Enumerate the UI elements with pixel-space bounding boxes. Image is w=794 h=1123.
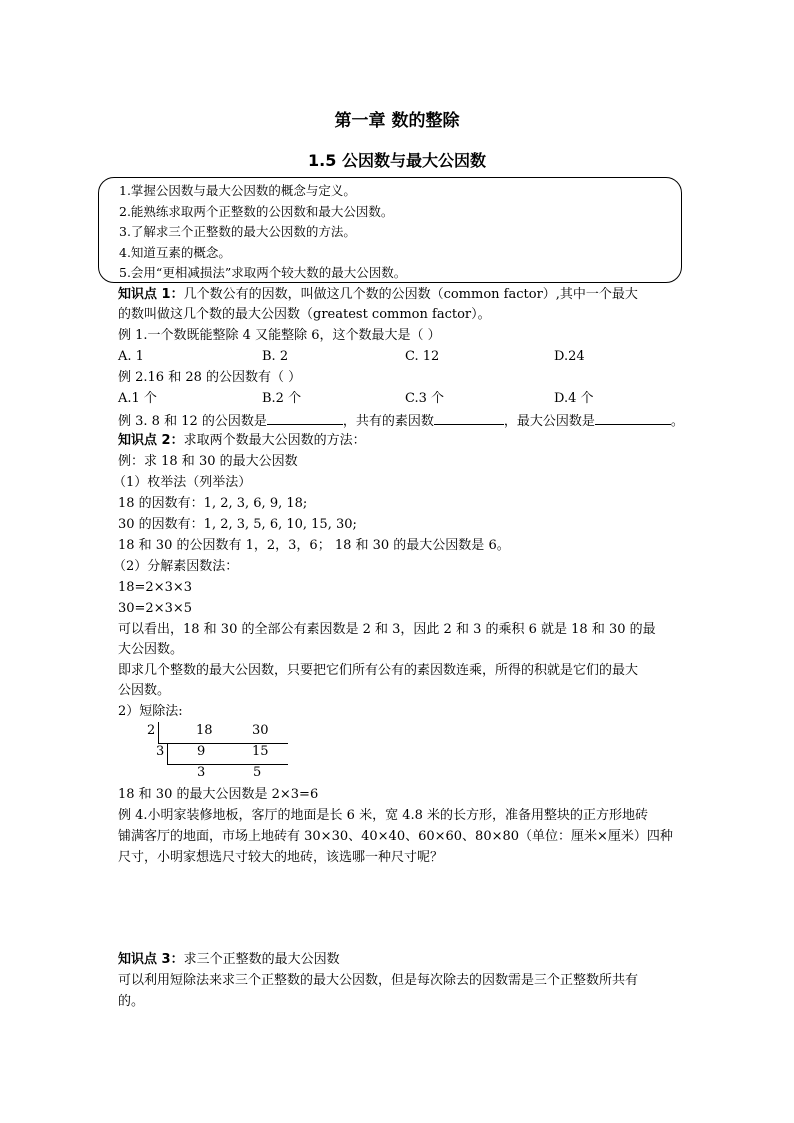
kp1-line2: 的数叫做这几个数的最大公因数（greatest common factor）。 bbox=[118, 307, 491, 322]
ex4-line: 尺寸，小明家想选尺寸较大的地砖，该选哪一种尺寸呢？ bbox=[118, 850, 444, 865]
method1-title: （1）枚举法（列举法） bbox=[113, 475, 252, 490]
objective-item: 2.能熟练求取两个正整数的公因数和最大公因数。 bbox=[119, 203, 394, 219]
ex1-option-c: C. 12 bbox=[405, 349, 440, 364]
explanation-line: 大公因数。 bbox=[118, 642, 184, 657]
ex1-option-b: B. 2 bbox=[262, 349, 289, 364]
division-bracket bbox=[167, 743, 168, 765]
ex1-option-d: D.24 bbox=[554, 349, 585, 364]
ex4-line: 例 4.小明家装修地板，客厅的地面是长 6 米，宽 4.8 米的长方形，准备用整块的正方形地砖 bbox=[118, 808, 649, 823]
factors-30: 30 的因数有：1, 2, 3, 5, 6, 10, 15, 30; bbox=[118, 517, 357, 532]
division-line bbox=[167, 764, 288, 765]
method3-title: 2）短除法: bbox=[118, 704, 183, 719]
ex3-text: ，最大公因数是 bbox=[503, 414, 595, 429]
kp2-example: 例：求 18 和 30 的最大公因数 bbox=[118, 454, 298, 469]
explanation-line: 可以看出，18 和 30 的全部公有素因数是 2 和 3，因此 2 和 3 的乘积 6 就是 18 和 30 的最 bbox=[118, 622, 656, 637]
kp3-text: 求三个正整数的最大公因数 bbox=[183, 952, 340, 967]
explanation-line: 公因数。 bbox=[118, 683, 171, 698]
ex2-option-c: C.3 个 bbox=[405, 391, 445, 406]
objective-item: 4.知道互素的概念。 bbox=[119, 244, 231, 260]
ex3-text: 例 3. 8 和 12 的公因数是 bbox=[118, 414, 267, 429]
factors-18: 18 的因数有：1, 2, 3, 6, 9, 18; bbox=[118, 496, 308, 511]
objective-item: 5.会用“更相减损法”求取两个较大数的最大公因数。 bbox=[119, 265, 407, 280]
kp2-header bbox=[118, 431, 366, 451]
remainder-quotient: 3 bbox=[197, 765, 206, 780]
ex2-option-b: B.2 个 bbox=[262, 391, 302, 406]
kp1-text: 几个数公有的因数，叫做这几个数的公因数（common factor）,其中一个最大 bbox=[183, 287, 638, 302]
learning-objectives-box bbox=[98, 177, 682, 283]
kp2-text: 求取两个数最大公因数的方法： bbox=[183, 433, 366, 448]
kp1-line1 bbox=[118, 285, 638, 305]
ex1-question: 例 1.一个数既能整除 4 又能整除 6，这个数最大是（ ） bbox=[118, 328, 441, 343]
dividend: 30 bbox=[252, 723, 269, 738]
objective-item: 1.掌握公因数与最大公因数的概念与定义。 bbox=[119, 183, 356, 198]
ex2-option-a: A.1 个 bbox=[118, 391, 157, 406]
kp2-label: 知识点 2： bbox=[118, 433, 184, 448]
common-factors: 18 和 30 的公因数有 1，2，3，6； 18 和 30 的最大公因数是 6。 bbox=[118, 538, 510, 553]
kp3-line: 的。 bbox=[118, 994, 145, 1009]
ex1-option-a: A. 1 bbox=[118, 349, 144, 364]
ex3-text: ，共有的素因数 bbox=[342, 414, 434, 429]
divisor: 2 bbox=[147, 723, 156, 738]
prime-30: 30=2×3×5 bbox=[118, 601, 193, 616]
ex2-question: 例 2.16 和 28 的公因数有（ ） bbox=[118, 370, 302, 385]
division-bracket bbox=[158, 722, 159, 744]
gcd-result: 18 和 30 的最大公因数是 2×3=6 bbox=[118, 787, 319, 802]
section-title: 1.5 公因数与最大公因数 bbox=[308, 151, 486, 170]
kp3-label: 知识点 3： bbox=[118, 952, 184, 967]
objective-item: 3.了解求三个正整数的最大公因数的方法。 bbox=[119, 224, 356, 239]
ex3-text: 。 bbox=[670, 414, 684, 429]
ex3-question bbox=[118, 410, 684, 432]
dividend: 18 bbox=[196, 723, 213, 738]
answer-blank[interactable] bbox=[595, 410, 671, 425]
prime-18: 18=2×3×3 bbox=[118, 580, 193, 595]
method2-title: （2）分解素因数法： bbox=[113, 559, 239, 574]
quotient: 9 bbox=[197, 744, 206, 759]
answer-blank[interactable] bbox=[434, 410, 504, 425]
divisor: 3 bbox=[156, 744, 165, 759]
answer-blank[interactable] bbox=[267, 410, 343, 425]
chapter-title: 第一章 数的整除 bbox=[334, 111, 460, 131]
ex2-option-d: D.4 个 bbox=[554, 391, 594, 406]
kp3-line: 可以利用短除法来求三个正整数的最大公因数，但是每次除去的因数需是三个正整数所共有 bbox=[118, 973, 639, 988]
quotient: 15 bbox=[252, 744, 269, 759]
remainder-quotient: 5 bbox=[253, 765, 262, 780]
explanation-line: 即求几个整数的最大公因数，只要把它们所有公有的素因数连乘，所得的积就是它们的最大 bbox=[118, 663, 639, 678]
kp3-header bbox=[118, 950, 340, 970]
kp1-label: 知识点 1： bbox=[118, 287, 184, 302]
ex4-line: 铺满客厅的地面，市场上地砖有 30×30、40×40、60×60、80×80（单位：厘米×厘米）四种 bbox=[118, 829, 673, 844]
